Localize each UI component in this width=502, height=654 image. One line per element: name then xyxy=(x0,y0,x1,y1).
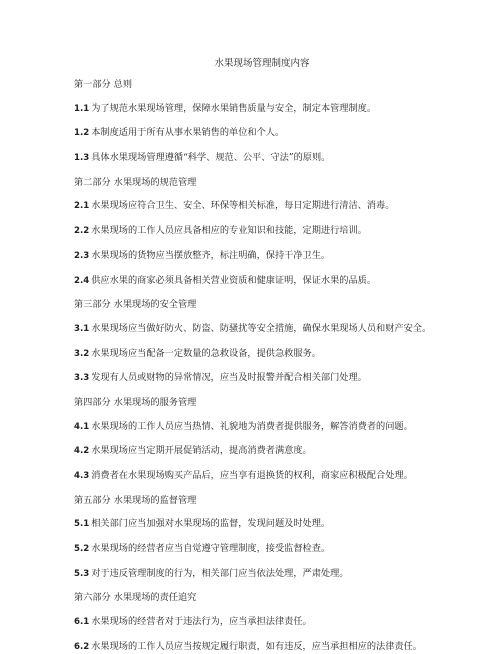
clause-number: 2.3 xyxy=(74,250,90,261)
clause-text: 相关部门应当加强对水果现场的监督，发现问题及时处理。 xyxy=(91,518,331,530)
clause-2-3 xyxy=(74,249,450,263)
clause-2-2 xyxy=(74,224,450,238)
clause-number: 1.3 xyxy=(74,153,90,164)
clause-number: 2.4 xyxy=(74,275,90,286)
section-heading: 第三部分 水果现场的安全管理 xyxy=(74,299,197,311)
clause-4-2 xyxy=(74,444,450,458)
clause-text: 水果现场应当定期开展促销活动，提高消费者满意度。 xyxy=(91,445,312,457)
clause-number: 4.2 xyxy=(74,446,90,457)
clause-number: 3.1 xyxy=(74,323,90,334)
clause-text: 水果现场的工作人员应当热情、礼貌地为消费者提供服务，解答消费者的问题。 xyxy=(91,420,413,432)
clause-text: 水果现场应当配备一定数量的急救设备，提供急救服务。 xyxy=(91,347,321,359)
clause-number: 5.2 xyxy=(74,544,90,555)
clause-4-3 xyxy=(74,469,450,483)
clause-number: 6.2 xyxy=(74,641,90,652)
clause-number: 1.2 xyxy=(74,128,90,139)
clause-3-1 xyxy=(74,322,450,336)
section-heading: 第二部分 水果现场的规范管理 xyxy=(74,176,197,188)
document-title: 水果现场管理制度内容 xyxy=(214,58,310,69)
clause-4-1 xyxy=(74,420,450,434)
clause-text: 水果现场的经营者对于违法行为，应当承担法律责任。 xyxy=(91,616,312,628)
clause-text: 发现有人员或财物的异常情况，应当及时报警并配合相关部门处理。 xyxy=(91,372,367,384)
section-heading: 第四部分 水果现场的服务管理 xyxy=(74,396,197,408)
clause-text: 水果现场的工作人员应当按规定履行职责，如有违反，应当承担相应的法律责任。 xyxy=(91,640,422,652)
clause-text: 本制度适用于所有从事水果销售的单位和个人。 xyxy=(91,127,285,139)
clause-2-4 xyxy=(74,274,450,288)
clause-5-2 xyxy=(74,542,450,556)
clause-number: 5.3 xyxy=(74,568,90,579)
clause-number: 5.1 xyxy=(74,519,90,530)
clause-2-1 xyxy=(74,199,450,213)
clause-3-3 xyxy=(74,371,450,385)
document-body xyxy=(74,78,450,654)
clause-text: 为了规范水果现场管理，保障水果销售质量与安全，制定本管理制度。 xyxy=(91,102,377,114)
clause-number: 6.1 xyxy=(74,617,90,628)
clause-number: 3.3 xyxy=(74,373,90,384)
section-heading: 第五部分 水果现场的监督管理 xyxy=(74,494,197,506)
clause-number: 3.2 xyxy=(74,348,90,359)
clause-text: 对于违反管理制度的行为，相关部门应当依法处理，严肃处理。 xyxy=(91,567,349,579)
clause-text: 供应水果的商家必须具备相关营业资质和健康证明，保证水果的品质。 xyxy=(91,274,377,286)
clause-text: 消费者在水果现场购买产品后，应当享有退换货的权利，商家应积极配合处理。 xyxy=(91,470,413,481)
clause-number: 2.2 xyxy=(74,226,90,237)
clause-1-2 xyxy=(74,126,450,140)
clause-text: 具体水果现场管理遵循“科学、规范、公平、守法”的原则。 xyxy=(91,152,331,164)
clause-number: 2.1 xyxy=(74,201,90,212)
clause-text: 水果现场应当做好防火、防盗、防骚扰等安全措施，确保水果现场人员和财产安全。 xyxy=(91,322,432,334)
clause-number: 4.3 xyxy=(74,471,90,481)
clause-text: 水果现场的经营者应当自觉遵守管理制度，接受监督检查。 xyxy=(91,543,331,555)
clause-5-3 xyxy=(74,567,450,581)
clause-text: 水果现场应符合卫生、安全、环保等相关标准，每日定期进行清洁、消毒。 xyxy=(91,200,395,212)
section-heading: 第六部分 水果现场的责任追究 xyxy=(74,592,197,604)
clause-text: 水果现场的货物应当摆放整齐，标注明确，保持干净卫生。 xyxy=(91,249,331,261)
clause-1-3 xyxy=(74,151,450,165)
clause-text: 水果现场的工作人员应具备相应的专业知识和技能，定期进行培训。 xyxy=(91,225,367,237)
clause-1-1 xyxy=(74,102,450,116)
clause-6-1 xyxy=(74,615,450,629)
clause-number: 4.1 xyxy=(74,421,90,432)
clause-3-2 xyxy=(74,347,450,361)
clause-6-2 xyxy=(74,640,450,654)
clause-number: 1.1 xyxy=(74,103,90,114)
section-heading: 第一部分 总则 xyxy=(74,79,133,90)
clause-5-1 xyxy=(74,517,450,531)
